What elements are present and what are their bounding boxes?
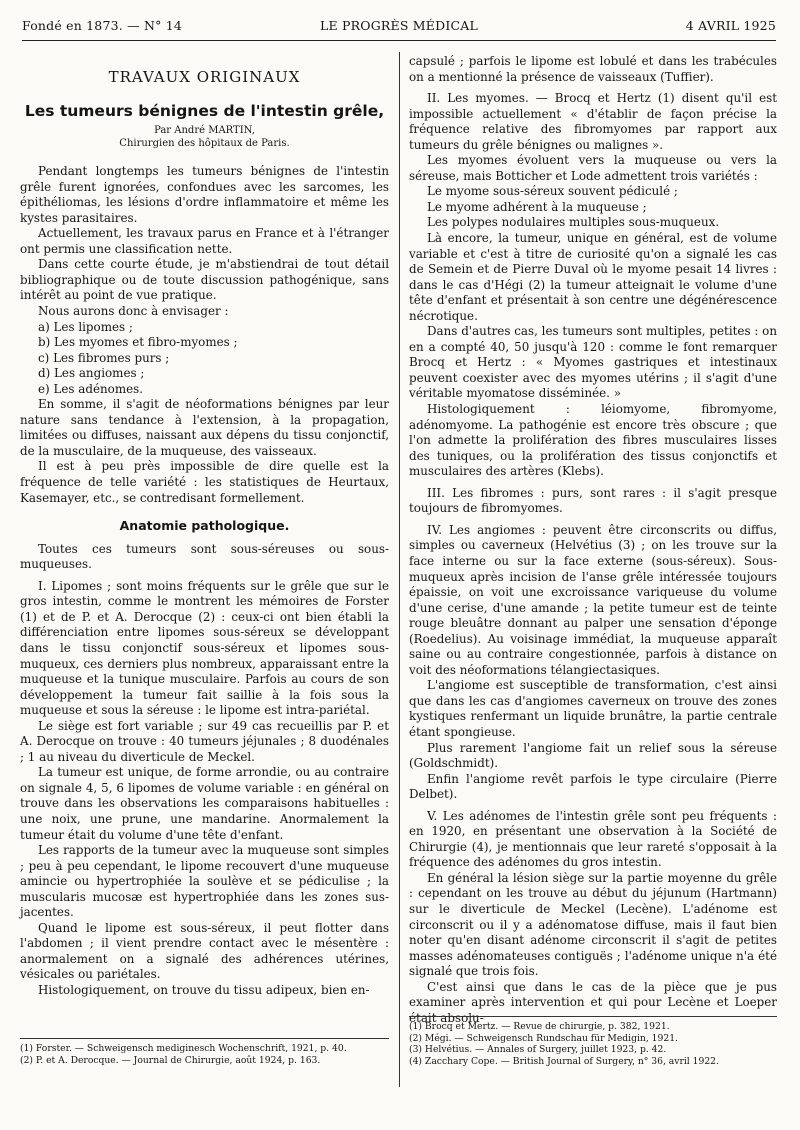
footnotes-right [409,1016,777,1067]
footnote: (2) P. et A. Derocque. — Journal de Chirurgie, août 1924, p. 163. [20,1054,321,1066]
paragraph: Histologiquement, on trouve du tissu adipeux, bien en- [38,982,370,997]
paragraph: Les rapports de la tumeur avec la muqueuse sont simples ; peu à peu cependant, le lipome recouvert d'une muqueuse amincie ou hypertrophiée la soulève et se pédiculise ; la muscularis mucosæ est hypertrophiée dans les zones sus-jacentes. [20,843,389,920]
paragraph: Le siège est fort variable ; sur 49 cas recueillis par P. et A. Derocque on trouve : 40 tumeurs jéjunales ; 8 duodénales ; 1 au niveau du diverticule de Meckel. [20,718,389,764]
paragraph: Les myomes évoluent vers la muqueuse ou vers la séreuse, mais Botticher et Lode admettent trois variétés : [409,153,777,183]
journal-title: LE PROGRÈS MÉDICAL [320,18,478,33]
footnote: (4) Zacchary Cope. — British Journal of Surgery, n° 36, avril 1922. [409,1055,719,1067]
paragraph: Dans cette courte étude, je m'abstiendrai de tout détail bibliographique ou de toute discussion pathogénique, sans intérêt au point de vue pratique. [20,257,389,303]
journal-founding-and-issue: Fondé en 1873. — N° 14 [22,18,183,33]
column-divider [399,52,400,1087]
paragraph: Il est à peu près impossible de dire quelle est la fréquence de telle variété : les statistiques de Heurtaux, Kasemayer, etc., se contredisant formellement. [20,459,389,505]
myome-variety: Le myome adhérent à la muqueuse ; [427,199,647,214]
section-label: TRAVAUX ORIGINAUX [108,68,301,86]
paragraph-fibromes: III. Les fibromes : purs, sont rares : il s'agit presque toujours de fibromyomes. [409,485,777,516]
paragraph: L'angiome est susceptible de transformation, c'est ainsi que dans les cas d'angiomes caverneux on trouve des zones kystiques renfermant un liquide brunâtre, la partie centrale étant spongieuse. [409,678,777,739]
paragraph: C'est ainsi que dans le cas de la pièce que je pus examiner après intervention et qui pour Lecène et Loeper était absolu- [409,979,777,1025]
footnotes-left [20,1038,389,1066]
classification-item: a) Les lipomes ; [38,319,133,334]
myome-variety: Le myome sous-séreux souvent pédiculé ; [427,184,678,199]
footnote: (1) Brocq et Mertz. — Revue de chirurgie, p. 382, 1921. [409,1021,670,1032]
footnote: (1) Forster. — Schweigensch mediginesch Wochenschrift, 1921, p. 40. [20,1043,347,1054]
myome-variety: Les polypes nodulaires multiples sous-muqueux. [427,215,720,230]
paragraph: Toutes ces tumeurs sont sous-séreuses ou sous-muqueuses. [20,541,389,572]
classification-item: d) Les angiomes ; [38,366,145,381]
paragraph: En somme, il s'agit de néoformations bénignes par leur nature sans tendance à l'extension, à la propagation, limitées ou diffuses, naissant aux dépens du tissu conjonctif, de la musculaire, de la muqueuse, des vaisseaux. [20,397,389,458]
paragraph: Dans d'autres cas, les tumeurs sont multiples, petites : on en a compté 40, 50 jusqu'à 120 : comme le font remarquer Brocq et Hertz : « Myomes gastriques et intestinaux peuvent coexister avec des myomes utérins ; il s'agit d'une véritable myomatose disséminée. » [409,324,777,401]
paragraph: Pendant longtemps les tumeurs bénignes de l'intestin grêle furent ignorées, confondues avec les sarcomes, les épithéliomas, les lésions d'ordre inflammatoire et même les kystes parasitaires. [20,164,389,225]
footnote: (2) Mégi. — Schweigensch Rundschau für Medigin, 1921. [409,1032,678,1044]
header-rule [22,40,776,41]
classification-item: c) Les fibromes purs ; [38,350,170,365]
classification-item: e) Les adénomes. [38,381,144,396]
paragraph: Actuellement, les travaux parus en France et à l'étranger ont permis une classification nette. [20,226,389,256]
left-column [20,54,389,999]
paragraph: Histologiquement : léiomyome, fibromyome, adénomyome. La pathogénie est encore très obscure ; que l'on admette la prolifération des fibres musculaires lisses des tuniques, ou la prolifération des tissus conjonctifs et musculaires des artères (Klebs). [409,402,777,479]
classification-item: b) Les myomes et fibro-myomes ; [38,335,238,350]
paragraph: La tumeur est unique, de forme arrondie, ou au contraire on signale 4, 5, 6 lipomes de volume variable : en général on trouve dans les observations les comparaisons habituelles : une noix, une prune, une mandarine. Anormalement la tumeur était du volume d'une tête d'enfant. [20,765,389,842]
author-affiliation: Chirurgien des hôpitaux de Paris. [119,138,290,150]
article-title: Les tumeurs bénignes de l'intestin grêle, [24,101,385,120]
issue-date: 4 AVRIL 1925 [685,18,776,33]
right-column [409,54,777,1026]
paragraph: Quand le lipome est sous-séreux, il peut flotter dans l'abdomen ; il vient prendre contact avec le mésentère : anormalement on a signalé des adhérences utérines, vésicales ou pariétales. [20,920,389,982]
paragraph: Là encore, la tumeur, unique en général, est de volume variable et c'est à titre de curiosité qu'on a signalé les cas de Semein et de Pierre Duval où le myome pesait 14 livres : dans le cas d'Hégi (2) la tumeur atteignait le volume d'une tête d'enfant et présentait à son centre une dégénérescence nécrotique. [409,231,777,323]
footnote: (3) Helvétius. — Annales of Surgery, juillet 1923, p. 42. [409,1044,667,1055]
paragraph: Enfin l'angiome revêt parfois le type circulaire (Pierre Delbet). [409,771,777,802]
paragraph: En général la lésion siège sur la partie moyenne du grêle : cependant on les trouve au début du jéjunum (Hartmann) sur le diverticule de Meckel (Lecène). L'adénome est circonscrit ou il y a adénomatose diffuse, mais il faut bien noter qu'en disant adénome circonscrit il s'agit de petites masses adénomateuses contiguës ; l'adénome unique n'a été signalé que trois fois. [409,870,777,979]
paragraph-adenomes: V. Les adénomes de l'intestin grêle sont peu fréquents : en 1920, en présentant une observation à la Société de Chirurgie (4), je mentionnais que leur rareté s'opposait à la fréquence des adénomes du gros intestin. [409,808,777,870]
paragraph-angiomes: IV. Les angiomes : peuvent être circonscrits ou diffus, simples ou caverneux (Helvétius (3) ; on les trouve sur la face interne ou sur la face externe (sous-séreux). Sous-muqueux après incision de l'anse grêle intéressée toujours épaissie, on voit une excroissance variqueuse du volume d'une cerise, d'une amande ; la petite tumeur est de teinte rouge bleuâtre donnant au palper une sensation d'éponge (Roedelius). Au voisinage immédiat, la muqueuse apparaît saine ou au contraire congestionnée, parfois à distance on voit des néoformations télangiectasiques. [409,522,777,677]
paragraph: capsulé ; parfois le lipome est lobulé et dans les trabécules on a mentionné la présence de vaisseaux (Tuffier). [409,54,777,84]
running-head [22,14,776,38]
paragraph-lipomes: I. Lipomes ; sont moins fréquents sur le grêle que sur le gros intestin, comme le montrent les mémoires de Forster (1) et de P. et A. Derocque (2) : ceux-ci ont bien établi la différenciation entre lipomes sous-séreux se développant dans le tissu conjonctif sous-séreux et lipomes sous-muqueux, ces derniers plus nombreux, apparaissant entre la muqueuse et la tunique musculaire. Parfois au cours de son développement la tumeur fait saillie à la fois sous la muqueuse et sous la séreuse : le lipome est intra-pariétal. [20,578,389,718]
author-byline: Par André MARTIN, [154,125,255,137]
paragraph: Nous aurons donc à envisager : [38,304,229,319]
paragraph-myomes: II. Les myomes. — Brocq et Hertz (1) disent qu'il est impossible actuellement « d'établir de façon précise la fréquence relative des fibromyomes par rapport aux tumeurs du grêle bénignes ou malignes ». [409,91,777,152]
section-heading: Anatomie pathologique. [119,518,290,534]
paragraph: Plus rarement l'angiome fait un relief sous la séreuse (Goldschmidt). [409,740,777,771]
